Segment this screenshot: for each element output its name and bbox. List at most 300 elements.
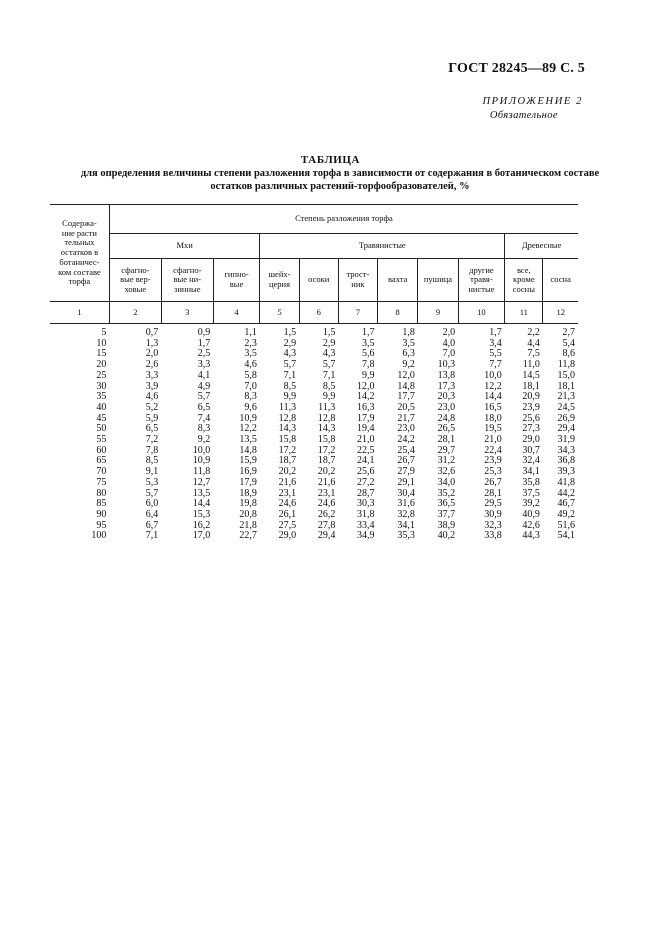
column-number: 3 [161,302,213,324]
decomposition-value-cell: 9,9 [283,391,297,403]
decomposition-value-cell: 35,8 [522,476,540,488]
content-percent-cell: 65 [96,455,107,467]
content-percent-cell: 85 [96,498,107,510]
decomposition-value-cell: 24,6 [317,498,336,510]
decomposition-value-cell: 12,8 [278,412,297,424]
decomposition-value-cell: 28,1 [484,487,502,499]
decomposition-value-cell: 11,3 [318,401,336,413]
decomposition-value-cell: 40,9 [522,508,540,520]
decomposition-value-cell: 28,1 [437,434,456,446]
decomposition-value-cell: 2,2 [527,327,540,338]
decomposition-value-cell: 49,2 [557,508,575,520]
decomposition-value-cell: 29,4 [557,423,575,435]
decomposition-value-cell: 19,4 [357,423,375,435]
decomposition-value-cell: 20,5 [397,401,415,413]
subcolumn-header [260,259,299,302]
decomposition-value-cell: 14,8 [239,444,257,456]
decomposition-value-cell: 26,9 [557,412,575,424]
decomposition-value-cell: 4,4 [527,337,540,349]
decomposition-value-cell: 40,2 [437,530,456,542]
header-text-line: травя- [470,274,493,285]
decomposition-value-cell: 2,5 [197,348,211,360]
decomposition-value-cell: 0,7 [145,327,159,338]
decomposition-value-cell: 7,4 [197,412,211,424]
decomposition-value-cell: 8,5 [322,380,336,392]
decomposition-value-cell: 41,8 [557,476,575,488]
decomposition-value-cell: 1,8 [402,327,415,338]
group-header-woody: Древесные [505,234,578,259]
decomposition-value-cell: 23,1 [317,487,336,499]
header-text-line: кроме [513,274,535,285]
decomposition-value-cell: 5,6 [362,348,375,360]
decomposition-value-cell: 1,7 [362,327,375,338]
group-header-mosses: Мхи [109,234,260,259]
decomposition-value-cell: 24,8 [437,412,456,424]
decomposition-value-cell: 13,5 [239,434,257,446]
decomposition-value-cell: 7,8 [145,444,159,456]
decomposition-value-cell: 26,7 [397,455,415,467]
decomposition-value-cell: 26,7 [484,476,502,488]
subcolumn-header [338,259,377,302]
content-percent-cell: 15 [96,348,107,360]
decomposition-value-cell: 9,9 [362,369,375,381]
decomposition-value-cell: 24,6 [278,498,297,510]
column-number: 8 [378,302,418,324]
column-number: 12 [543,302,578,324]
decomposition-value-cell: 7,1 [283,369,297,381]
decomposition-value-cell: 21,0 [357,434,375,446]
decomposition-value-cell: 32,3 [484,519,502,531]
decomposition-value-cell: 25,4 [397,444,415,456]
decomposition-value-cell: 14,3 [317,423,336,435]
decomposition-value-cell: 9,6 [244,401,257,413]
decomposition-value-cell: 10,9 [239,412,257,424]
decomposition-value-cell: 27,5 [278,519,297,531]
decomposition-value-cell: 29,7 [437,444,456,456]
decomposition-value-cell: 29,0 [278,530,297,542]
column-number: 10 [458,302,505,324]
header-text-line: трост- [346,269,370,280]
content-percent-cell: 35 [96,391,107,403]
decomposition-value-cell: 9,1 [145,466,159,478]
content-percent-cell: 45 [96,412,107,424]
decomposition-value-cell: 2,9 [283,337,297,349]
decomposition-value-cell: 10,0 [484,369,502,381]
header-text-line: сфагно- [121,264,150,275]
decomposition-value-cell: 17,9 [357,412,375,424]
decomposition-value-cell: 9,9 [322,391,336,403]
decomposition-value-cell: 23,1 [278,487,297,499]
subcolumn-header [505,259,543,302]
table-subtitle [50,167,630,193]
decomposition-value-cell: 22,7 [239,530,257,542]
decomposition-value-cell: 25,3 [484,466,502,478]
decomposition-value-cell: 27,8 [317,519,336,531]
decomposition-value-cell: 18,7 [278,455,297,467]
decomposition-value-cell: 20,2 [317,466,336,478]
column-number: 4 [213,302,260,324]
decomposition-value-cell: 15,8 [317,434,336,446]
decomposition-table [50,204,578,542]
header-text-line: сосны [512,283,535,294]
column-number: 9 [418,302,458,324]
decomposition-value-cell: 9,2 [197,434,211,446]
decomposition-value-cell: 26,1 [278,508,297,520]
decomposition-value-cell: 6,4 [145,508,159,520]
decomposition-value-cell: 1,7 [489,327,502,338]
decomposition-value-cell: 39,2 [522,498,540,510]
decomposition-value-cell: 14,4 [192,498,211,510]
decomposition-value-cell: 7,7 [489,359,502,371]
decomposition-value-cell: 3,9 [145,380,159,392]
header-text-line: торфа [68,276,91,287]
subcolumn-header [378,259,418,302]
subcolumn-header [299,259,338,302]
header-text-line: нистые [468,283,495,294]
decomposition-value-cell: 4,3 [322,348,336,360]
header-text-line: ние расти [61,227,97,238]
decomposition-value-cell: 30,4 [397,487,415,499]
decomposition-value-cell: 26,5 [437,423,456,435]
decomposition-value-cell: 37,5 [522,487,540,499]
header-text-line: зинные [174,283,201,294]
table-title: ТАБЛИЦА [300,154,361,166]
decomposition-value-cell: 17,2 [278,444,297,456]
decomposition-value-cell: 6,0 [145,498,159,510]
decomposition-value-cell: 5,9 [145,412,159,424]
decomposition-value-cell: 20,9 [522,391,540,403]
column-number: 11 [505,302,543,324]
decomposition-value-cell: 23,9 [484,455,502,467]
column-number: 5 [260,302,299,324]
decomposition-value-cell: 4,1 [197,369,211,381]
decomposition-value-cell: 14,5 [522,369,540,381]
decomposition-value-cell: 17,0 [192,530,211,542]
decomposition-value-cell: 5,4 [562,337,575,349]
subcolumn-header [543,259,578,302]
decomposition-value-cell: 2,9 [322,337,336,349]
decomposition-value-cell: 0,9 [197,327,211,338]
decomposition-value-cell: 18,1 [522,380,540,392]
decomposition-value-cell: 15,0 [557,369,575,381]
decomposition-value-cell: 29,5 [484,498,502,510]
decomposition-value-cell: 15,8 [278,434,297,446]
decomposition-value-cell: 11,8 [193,466,211,478]
header-text-line: ник [351,279,365,289]
subcolumn-header [161,259,213,302]
decomposition-value-cell: 1,3 [145,337,159,349]
content-percent-cell: 40 [96,401,107,413]
decomposition-value-cell: 5,7 [283,359,297,371]
content-percent-cell: 95 [96,519,107,531]
decomposition-value-cell: 9,2 [402,359,415,371]
decomposition-value-cell: 21,0 [484,434,502,446]
decomposition-value-cell: 6,5 [197,401,211,413]
content-percent-cell: 90 [96,508,107,520]
decomposition-value-cell: 16,5 [484,401,502,413]
decomposition-value-cell: 24,1 [357,455,375,467]
decomposition-value-cell: 8,5 [283,380,297,392]
decomposition-value-cell: 3,5 [402,337,415,349]
decomposition-value-cell: 30,3 [357,498,375,510]
decomposition-value-cell: 20,2 [278,466,297,478]
decomposition-value-cell: 21,7 [397,412,415,424]
decomposition-value-cell: 11,3 [278,401,297,413]
decomposition-value-cell: 25,6 [522,412,540,424]
header-text-line: пушица [423,274,453,285]
decomposition-value-cell: 32,6 [437,466,456,478]
table-subtitle-line-2: остатков различных растений-торфообразователей, % [210,181,470,192]
decomposition-value-cell: 34,1 [397,519,415,531]
decomposition-value-cell: 11,0 [522,359,540,371]
decomposition-value-cell: 21,3 [557,391,575,403]
decomposition-value-cell: 17,2 [317,444,336,456]
decomposition-value-cell: 6,5 [145,423,159,435]
decomposition-value-cell: 32,8 [397,508,415,520]
header-text-line: сфагно- [173,264,202,275]
decomposition-value-cell: 22,5 [357,444,375,456]
decomposition-value-cell: 35,3 [397,530,415,542]
decomposition-value-cell: 31,6 [397,498,415,510]
appendix-status: Обязательное [489,110,558,121]
column-number: 7 [338,302,377,324]
decomposition-value-cell: 12,2 [484,380,502,392]
decomposition-value-cell: 11,8 [557,359,575,371]
decomposition-value-cell: 8,3 [197,423,211,435]
decomposition-value-cell: 13,8 [437,369,456,381]
header-text-line: тельных [64,237,95,248]
decomposition-value-cell: 34,0 [437,476,456,488]
content-percent-cell: 50 [96,423,107,435]
decomposition-value-cell: 44,2 [557,487,575,499]
decomposition-value-cell: 16,2 [192,519,211,531]
decomposition-value-cell: 20,3 [437,391,456,403]
decomposition-value-cell: 14,3 [278,423,297,435]
decomposition-value-cell: 27,2 [357,476,375,488]
decomposition-value-cell: 5,7 [322,359,336,371]
content-percent-cell: 55 [96,434,107,446]
decomposition-value-cell: 7,0 [442,348,456,360]
decomposition-value-cell: 17,3 [437,380,456,392]
content-percent-cell: 70 [96,466,107,478]
decomposition-value-cell: 3,4 [489,337,502,349]
content-percent-cell: 60 [96,444,107,456]
header-text-line: ховые [124,283,147,294]
decomposition-value-cell: 12,8 [317,412,336,424]
decomposition-value-cell: 2,0 [145,348,159,360]
decomposition-value-cell: 31,9 [557,434,575,446]
decomposition-value-cell: 8,5 [145,455,159,467]
decomposition-value-cell: 1,1 [244,327,257,338]
page-header: ГОСТ 28245—89 С. 5 [448,61,585,76]
decomposition-value-cell: 5,5 [489,348,502,360]
subcolumn-header [109,259,161,302]
decomposition-value-cell: 46,7 [557,498,575,510]
decomposition-value-cell: 24,5 [557,401,575,413]
decomposition-value-cell: 5,3 [145,476,159,488]
decomposition-value-cell: 27,9 [397,466,415,478]
decomposition-value-cell: 13,5 [192,487,211,499]
decomposition-value-cell: 1,7 [197,337,211,349]
decomposition-value-cell: 25,6 [357,466,375,478]
subcolumn-header [418,259,458,302]
group-header-grasses: Травянистые [260,234,505,259]
content-column-header [50,205,109,302]
decomposition-value-cell: 18,0 [484,412,502,424]
decomposition-value-cell: 12,0 [357,380,375,392]
decomposition-value-cell: 4,6 [244,359,257,371]
subcolumn-header [213,259,260,302]
decomposition-value-cell: 34,3 [557,444,575,456]
decomposition-value-cell: 32,4 [522,455,540,467]
content-percent-cell: 25 [96,369,107,381]
column-number: 2 [109,302,161,324]
decomposition-value-cell: 6,3 [402,348,415,360]
decomposition-value-cell: 1,5 [283,327,297,338]
decomposition-value-cell: 8,6 [562,348,575,360]
decomposition-value-cell: 28,7 [357,487,375,499]
decomposition-value-cell: 14,4 [484,391,502,403]
decomposition-value-cell: 4,0 [442,337,456,349]
decomposition-value-cell: 39,3 [557,466,575,478]
content-percent-cell: 75 [96,476,107,488]
decomposition-value-cell: 4,3 [283,348,297,360]
header-text-line: вахта [388,274,408,285]
decomposition-value-cell: 3,5 [244,348,257,360]
decomposition-value-cell: 20,8 [239,508,257,520]
decomposition-value-cell: 10,3 [437,359,456,371]
decomposition-value-cell: 51,6 [557,519,575,531]
header-text-line: сосна [550,274,571,285]
table-row [50,478,578,489]
decomposition-value-cell: 22,4 [484,444,502,456]
decomposition-value-cell: 2,7 [562,327,575,338]
table-row [50,324,578,339]
decomposition-value-cell: 16,3 [357,401,375,413]
content-percent-cell: 30 [96,380,107,392]
decomposition-value-cell: 33,8 [484,530,502,542]
decomposition-value-cell: 12,7 [192,476,211,488]
decomposition-value-cell: 3,3 [197,359,211,371]
header-text-line: вые вер- [120,274,151,285]
header-text-line: гипно- [224,269,249,280]
decomposition-header: Степень разложения торфа [109,205,578,234]
decomposition-value-cell: 18,7 [317,455,336,467]
decomposition-value-cell: 24,2 [397,434,415,446]
decomposition-value-cell: 2,6 [145,359,159,371]
decomposition-value-cell: 18,9 [239,487,257,499]
subcolumn-header [458,259,505,302]
decomposition-value-cell: 4,9 [197,380,211,392]
decomposition-value-cell: 14,2 [357,391,375,403]
decomposition-value-cell: 12,2 [239,423,257,435]
decomposition-value-cell: 23,9 [522,401,540,413]
content-percent-cell: 100 [91,530,107,542]
decomposition-value-cell: 1,5 [322,327,336,338]
decomposition-value-cell: 15,3 [192,508,211,520]
decomposition-value-cell: 44,3 [522,530,540,542]
decomposition-value-cell: 5,2 [145,401,159,413]
decomposition-value-cell: 7,5 [527,348,540,360]
header-text-line: другие [469,264,494,275]
header-text-line: шейх- [268,269,291,280]
decomposition-value-cell: 31,2 [437,455,456,467]
content-percent-cell: 20 [96,359,107,371]
header-text-line: вые [229,279,244,289]
decomposition-value-cell: 34,1 [522,466,540,478]
decomposition-value-cell: 4,6 [145,391,159,403]
header-text-line: осоки [308,274,330,285]
content-percent-cell: 10 [96,337,107,349]
decomposition-value-cell: 12,0 [397,369,415,381]
decomposition-value-cell: 3,5 [362,337,375,349]
header-text-line: Содержа- [62,217,97,228]
decomposition-value-cell: 3,3 [145,369,159,381]
decomposition-value-cell: 29,0 [522,434,540,446]
decomposition-value-cell: 36,5 [437,498,456,510]
header-text-line: все, [516,264,531,275]
table-subtitle-line-1: для определения величины степени разложения торфа в зависимости от содержания в ботаническом составе [80,168,600,179]
decomposition-value-cell: 26,2 [317,508,336,520]
decomposition-value-cell: 23,0 [437,401,456,413]
header-text-line: остатков в [60,247,99,258]
decomposition-value-cell: 5,7 [197,391,211,403]
decomposition-value-cell: 16,9 [239,466,257,478]
decomposition-value-cell: 7,0 [244,380,257,392]
decomposition-value-cell: 19,5 [484,423,502,435]
decomposition-value-cell: 2,3 [244,337,257,349]
decomposition-value-cell: 36,8 [557,455,575,467]
decomposition-value-cell: 38,9 [437,519,456,531]
decomposition-value-cell: 10,9 [192,455,211,467]
header-text-line: ком составе [58,266,101,277]
decomposition-value-cell: 10,0 [192,444,211,456]
decomposition-value-cell: 7,1 [145,530,159,542]
decomposition-value-cell: 8,3 [244,391,257,403]
decomposition-value-cell: 19,8 [239,498,257,510]
decomposition-value-cell: 33,4 [357,519,375,531]
decomposition-value-cell: 31,8 [357,508,375,520]
decomposition-value-cell: 7,1 [322,369,336,381]
decomposition-value-cell: 7,2 [145,434,159,446]
decomposition-value-cell: 21,6 [317,476,336,488]
decomposition-value-cell: 42,6 [522,519,540,531]
decomposition-value-cell: 35,2 [437,487,456,499]
decomposition-value-cell: 17,7 [397,391,415,403]
decomposition-value-cell: 54,1 [557,530,575,542]
decomposition-value-cell: 29,1 [397,476,415,488]
decomposition-value-cell: 5,7 [145,487,159,499]
decomposition-value-cell: 30,9 [484,508,502,520]
decomposition-value-cell: 37,7 [437,508,456,520]
decomposition-value-cell: 23,0 [397,423,415,435]
decomposition-value-cell: 14,8 [397,380,415,392]
decomposition-value-cell: 34,9 [357,530,375,542]
decomposition-value-cell: 18,1 [557,380,575,392]
table-row [50,531,578,542]
header-text-line: церия [268,279,290,289]
decomposition-value-cell: 21,6 [278,476,297,488]
decomposition-value-cell: 5,8 [244,369,257,381]
appendix-label: ПРИЛОЖЕНИЕ 2 [482,96,583,107]
header-text-line: вые ни- [173,274,202,285]
decomposition-value-cell: 6,7 [145,519,159,531]
decomposition-value-cell: 15,9 [239,455,257,467]
decomposition-value-cell: 2,0 [442,327,456,338]
header-text-line: ботаничес- [59,256,100,267]
decomposition-value-cell: 17,9 [239,476,257,488]
decomposition-value-cell: 21,8 [239,519,257,531]
